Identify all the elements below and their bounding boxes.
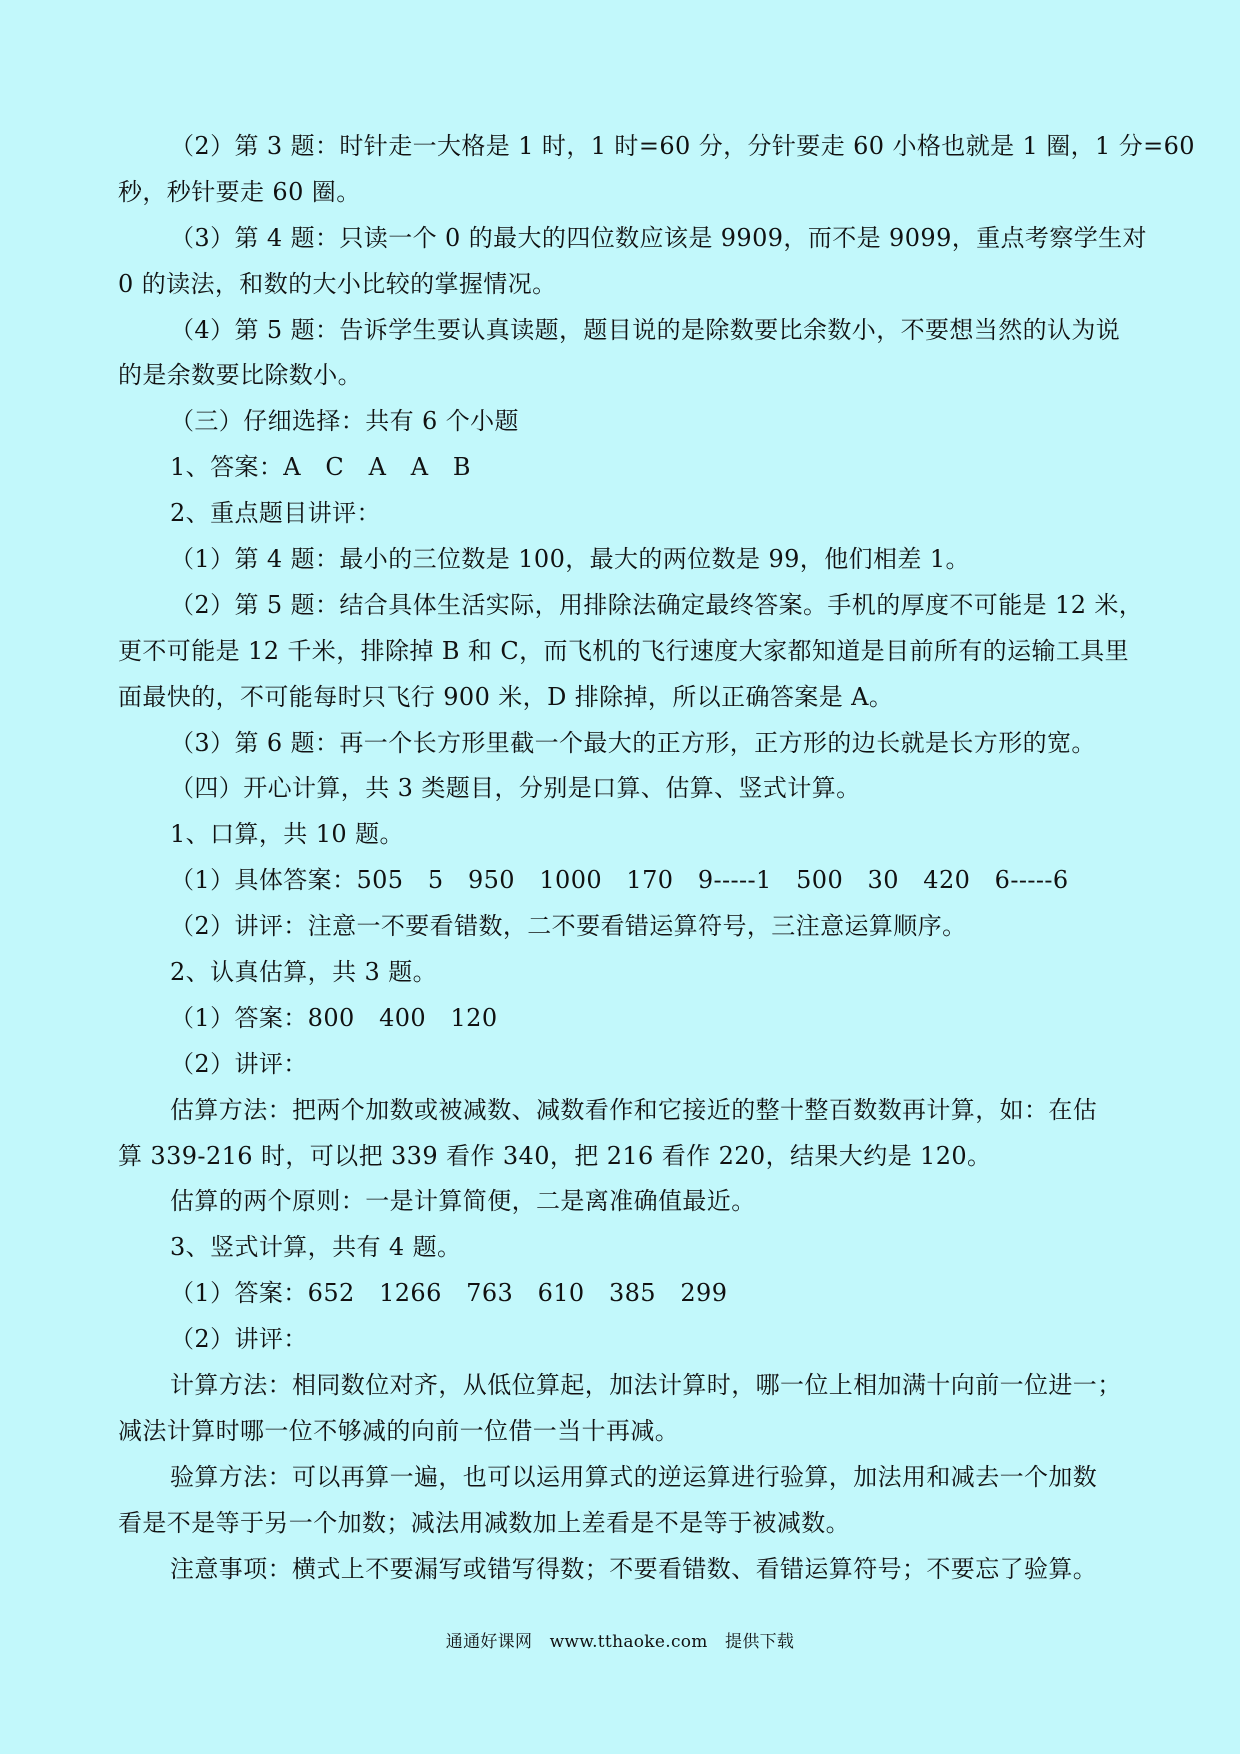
text-line: 计算方法：相同数位对齐，从低位算起，加法计算时，哪一位上相加满十向前一位进一； — [170, 1371, 1122, 1400]
text-line: 看是不是等于另一个加数；减法用减数加上差看是不是等于被减数。 — [118, 1508, 850, 1537]
answer-line: （1）答案：800 400 120 — [170, 1003, 498, 1032]
text-line: 算 339-216 时，可以把 339 看作 340，把 216 看作 220，结果大约是 120。 — [118, 1141, 992, 1170]
section-heading: （三）仔细选择：共有 6 个小题 — [170, 407, 519, 436]
text-line: 估算的两个原则：一是计算简便，二是离准确值最近。 — [170, 1187, 756, 1216]
text-line: （2）第 5 题：结合具体生活实际，用排除法确定最终答案。手机的厚度不可能是 12 米， — [170, 590, 1144, 619]
text-line: （2）讲评：注意一不要看错数，二不要看错运算符号，三注意运算顺序。 — [170, 912, 967, 941]
footer-credit: 通通好课网 www.tthaoke.com 提供下载 — [445, 1632, 795, 1652]
text-line: （2）第 3 题：时针走一大格是 1 时，1 时=60 分，分针要走 60 小格也就是 1 圈，1 分=60 — [170, 132, 1195, 160]
text-line: 2、认真估算，共 3 题。 — [170, 958, 437, 987]
text-line: （2）讲评： — [170, 1325, 308, 1354]
text-line: 注意事项：横式上不要漏写或错写得数；不要看错数、看错运算符号；不要忘了验算。 — [170, 1554, 1098, 1583]
document-body — [118, 124, 1195, 1593]
answer-line: 1、答案：A C A A B — [170, 453, 471, 482]
text-line: 减法计算时哪一位不够减的向前一位借一当十再减。 — [118, 1416, 680, 1445]
text-line: 秒，秒针要走 60 圈。 — [118, 177, 361, 206]
text-line: （3）第 4 题：只读一个 0 的最大的四位数应该是 9909，而不是 9099，重点考察学生对 — [170, 223, 1147, 252]
text-line: 验算方法：可以再算一遍，也可以运用算式的逆运算进行验算，加法用和减去一个加数 — [170, 1462, 1098, 1491]
text-line: 1、口算，共 10 题。 — [170, 820, 404, 849]
text-line: 面最快的，不可能每时只飞行 900 米，D 排除掉，所以正确答案是 A。 — [118, 682, 894, 711]
answer-line: （1）答案：652 1266 763 610 385 299 — [170, 1279, 728, 1308]
text-line: 估算方法：把两个加数或被减数、减数看作和它接近的整十整百数数再计算，如：在估 — [170, 1095, 1098, 1124]
text-line: （1）第 4 题：最小的三位数是 100，最大的两位数是 99，他们相差 1。 — [170, 545, 970, 574]
text-line: 2、重点题目讲评： — [170, 499, 381, 528]
text-line: （2）讲评： — [170, 1049, 308, 1078]
text-line: （3）第 6 题：再一个长方形里截一个最大的正方形，正方形的边长就是长方形的宽。 — [170, 728, 1096, 757]
text-line: 的是余数要比除数小。 — [118, 361, 362, 390]
text-line: 3、竖式计算，共有 4 题。 — [170, 1233, 462, 1262]
section-heading: （四）开心计算，共 3 类题目，分别是口算、估算、竖式计算。 — [170, 774, 861, 803]
answer-line: （1）具体答案：505 5 950 1000 170 9-----1 500 30 420 6-----6 — [170, 866, 1069, 895]
text-line: （4）第 5 题：告诉学生要认真读题，题目说的是除数要比余数小，不要想当然的认为说 — [170, 315, 1121, 344]
text-line: 更不可能是 12 千米，排除掉 B 和 C，而飞机的飞行速度大家都知道是目前所有的运输工具里 — [118, 636, 1130, 665]
text-line: 0 的读法，和数的大小比较的掌握情况。 — [118, 269, 557, 298]
